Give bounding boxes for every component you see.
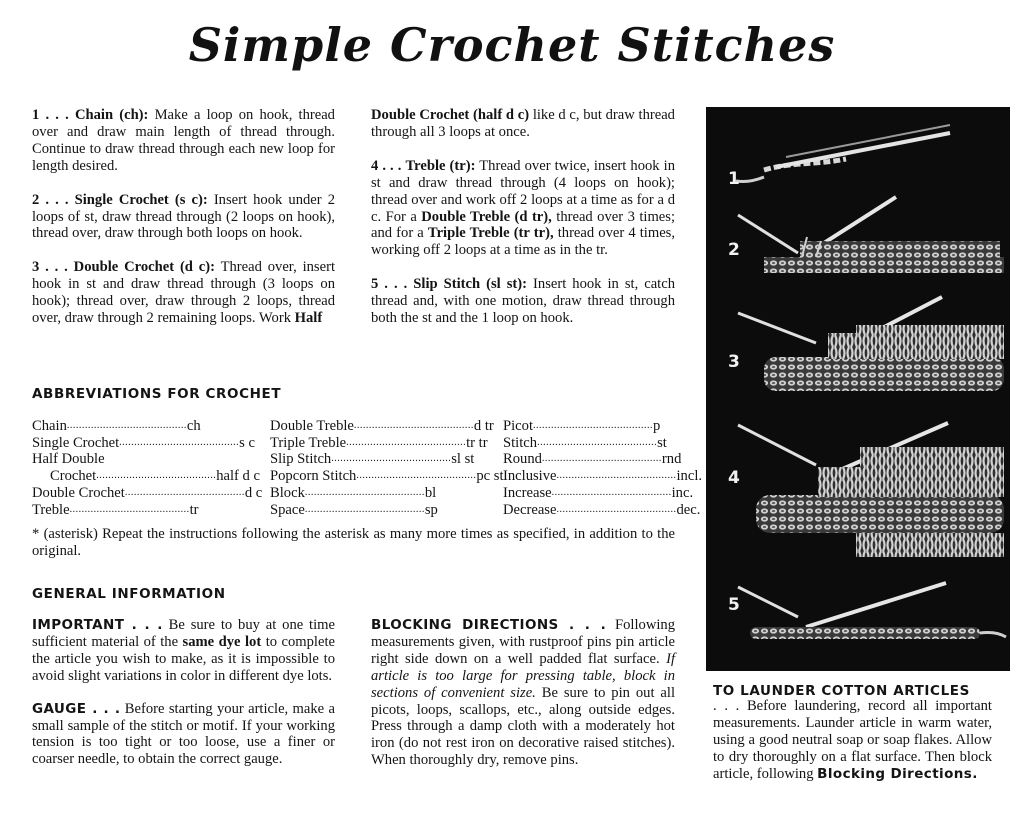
abbr-row: Half Double bbox=[32, 451, 105, 468]
gauge-paragraph: GAUGE . . . Before starting your article, make a small sample of the stitch or motif. If your working tension is too tight or too loose, use a finer or coarser needle, to obtain the correct gauge. bbox=[32, 700, 335, 768]
stitch-name: Double Crochet (half d c) bbox=[371, 107, 530, 123]
abbr-row: Stitch ........................................ st bbox=[503, 434, 667, 451]
photo-number-4: 4 bbox=[728, 468, 740, 488]
stitch-name: Slip Stitch (sl st): bbox=[413, 276, 528, 293]
stitch-name: Double Crochet (d c): bbox=[73, 259, 215, 276]
treble-sample bbox=[738, 423, 1004, 557]
abbr-row: Triple Treble ........................................ tr tr bbox=[270, 434, 488, 451]
launder-heading: TO LAUNDER COTTON ARTICLES bbox=[713, 683, 970, 699]
stitch-double-crochet: 3 . . . Double Crochet (d c): Thread over, insert hook in st and draw thread through (3 loops on hook); thread over, draw through 2 loops, thread over, draw through 2 remaining loops. Work Half bbox=[32, 259, 336, 327]
page-title: Simple Crochet Stitches bbox=[188, 18, 836, 72]
stitch-name: Chain (ch): bbox=[74, 107, 149, 123]
abbreviations-heading: ABBREVIATIONS FOR CROCHET bbox=[32, 386, 282, 402]
single-crochet-sample bbox=[738, 197, 1004, 273]
launder-paragraph: . . . Before laundering, record all important measurements. Launder article in warm water, using a good neutral soap or soap flakes. Allow to dry thoroughly on a flat surface. Then block article, following Blocking Directions. bbox=[713, 698, 992, 782]
stitch-column-middle bbox=[371, 107, 675, 327]
abbr-row: Space ........................................ sp bbox=[270, 501, 438, 518]
abbr-row: Slip Stitch ........................................ sl st bbox=[270, 451, 475, 468]
abbr-row: Block ........................................ bl bbox=[270, 484, 437, 501]
abbr-row: Single Crochet ........................................ s c bbox=[32, 434, 255, 451]
stitch-treble: 4 . . . Treble (tr): Thread over twice, insert hook in st and draw thread through (4 loops on hook); thread over and work off 2 loops at a time as for a d c. For a Double Treble (d tr), thread over 3 times; and for a Triple Treble (tr tr), thread over 4 times, working off 2 loops at a time as in the tr. bbox=[371, 157, 676, 259]
double-crochet-sample bbox=[738, 297, 1004, 391]
stitch-photo-panel bbox=[706, 107, 1010, 671]
photo-number-1: 1 bbox=[728, 169, 740, 189]
stitch-half-double-crochet: Double Crochet (half d c) like d c, but draw thread through all 3 loops at once. bbox=[371, 107, 675, 140]
blocking-paragraph: BLOCKING DIRECTIONS . . . Following measurements given, with rustproof pins pin article right side down on a well padded flat surface. If article is too large for pressing table, block in sections of convenient size. Be sure to pin out all picots, loops, scallops, etc., along outside edges. Press through a damp cloth with a moderately hot iron (do not rest iron on decorative raised stitches). When thoroughly dry, remove pins. bbox=[371, 617, 676, 769]
abbreviations-col-1 bbox=[32, 418, 263, 518]
abbreviations-col-3 bbox=[503, 418, 703, 518]
stitch-illustration bbox=[706, 107, 1010, 671]
abbreviations-col-2 bbox=[270, 418, 504, 518]
stitch-name: Treble (tr): bbox=[405, 157, 476, 174]
photo-number-5: 5 bbox=[728, 595, 740, 615]
stitch-single-crochet: 2 . . . Single Crochet (s c): Insert hook under 2 loops of st, draw thread through (2 loops on hook), thread over, draw through both loops on hook. bbox=[32, 191, 336, 242]
chain-stitch-sample bbox=[736, 125, 950, 182]
abbr-row: Chain ........................................ ch bbox=[32, 418, 201, 434]
abbr-row: Crochet ........................................ half d c bbox=[50, 468, 260, 485]
photo-number-3: 3 bbox=[728, 352, 740, 372]
abbr-row: Treble ........................................ tr bbox=[32, 501, 199, 518]
abbr-row: Increase ........................................ inc. bbox=[503, 484, 694, 501]
stitch-name: Single Crochet (s c): bbox=[74, 191, 208, 208]
stitch-column-left bbox=[32, 107, 335, 327]
slip-stitch-sample bbox=[738, 583, 1006, 639]
general-column-middle bbox=[371, 617, 675, 769]
abbr-row: Double Treble ........................................ d tr bbox=[270, 418, 494, 434]
abbr-row: Round ........................................ rnd bbox=[503, 451, 682, 468]
abbr-row: Decrease ........................................ dec. bbox=[503, 501, 701, 518]
photo-number-2: 2 bbox=[728, 240, 740, 260]
abbr-row: Picot ........................................ p bbox=[503, 418, 661, 434]
abbr-row: Popcorn Stitch ........................................ pc st bbox=[270, 468, 504, 485]
general-information-heading: GENERAL INFORMATION bbox=[32, 586, 226, 602]
stitch-chain: 1 . . . Chain (ch): Make a loop on hook, thread over and draw main length of thread through. Continue to draw thread through each new loop for length desired. bbox=[32, 107, 335, 174]
general-column-left bbox=[32, 617, 335, 768]
abbr-row: Double Crochet ........................................ d c bbox=[32, 484, 263, 501]
asterisk-note: * (asterisk) Repeat the instructions following the asterisk as many more times as specified, in addition to the original. bbox=[32, 526, 675, 559]
important-paragraph: IMPORTANT . . . Be sure to buy at one time sufficient material of the same dye lot to complete the article you wish to make, as it is impossible to avoid slight variations in color in different dye lots. bbox=[32, 617, 335, 684]
abbr-row: Inclusive ........................................ incl. bbox=[503, 468, 703, 485]
stitch-slip-stitch: 5 . . . Slip Stitch (sl st): Insert hook in st, catch thread and, with one motion, draw thread through both the st and the 1 loop on hook. bbox=[371, 276, 676, 327]
